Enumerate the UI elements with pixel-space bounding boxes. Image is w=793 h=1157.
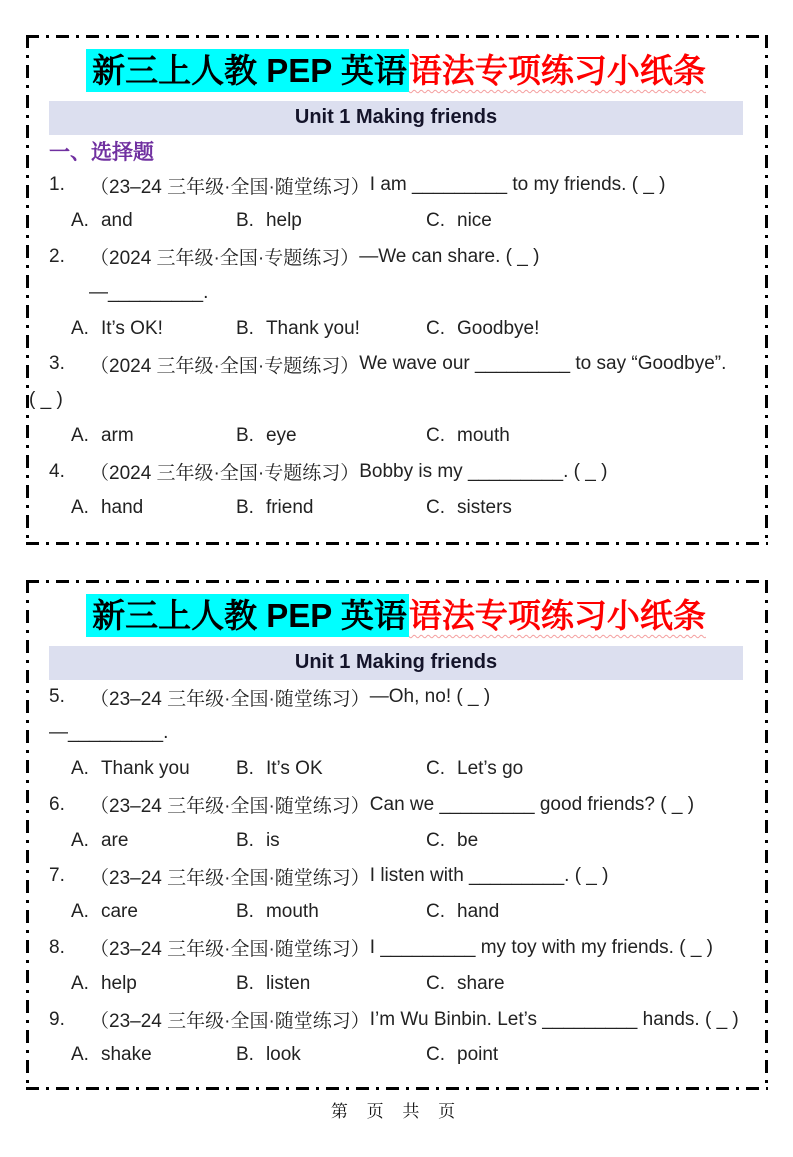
question-row xyxy=(49,1002,743,1038)
option-text: point xyxy=(457,1044,499,1066)
question-number: 4. xyxy=(49,460,65,482)
option-c xyxy=(426,210,492,232)
option-label: B. xyxy=(236,1044,254,1066)
worksheet-card-2 xyxy=(26,580,768,1090)
question-number: 8. xyxy=(49,936,65,958)
question-source: （23–24 三年级·全国·随堂练习） xyxy=(90,176,370,198)
option-label: A. xyxy=(71,496,89,518)
option-text: and xyxy=(100,210,133,232)
unit-banner: Unit 1 Making friends xyxy=(49,101,743,135)
option-a xyxy=(71,425,236,447)
option-text: look xyxy=(265,1044,301,1066)
question-continuation xyxy=(29,382,743,418)
options-row xyxy=(49,311,743,347)
section-heading: 一、选择题 xyxy=(49,141,154,164)
option-label: C. xyxy=(426,829,445,851)
option-b xyxy=(236,901,426,923)
question-row xyxy=(49,454,743,490)
option-label: B. xyxy=(236,317,254,339)
option-text: It’s OK! xyxy=(100,317,163,339)
question-text: We wave our _________ to say “Goodbye”. xyxy=(359,353,727,375)
option-b xyxy=(236,830,426,852)
option-b xyxy=(236,973,426,995)
question-source: （2024 三年级·全国·专题练习） xyxy=(90,463,360,485)
option-a xyxy=(71,973,236,995)
question-source: （23–24 三年级·全国·随堂练习） xyxy=(90,688,370,710)
option-label: B. xyxy=(236,901,254,923)
option-label: C. xyxy=(426,210,445,232)
question-continuation xyxy=(49,275,743,311)
option-label: C. xyxy=(426,496,445,518)
question-source: （23–24 三年级·全国·随堂练习） xyxy=(90,939,370,961)
question-row xyxy=(49,680,743,716)
question-number: 6. xyxy=(49,793,65,815)
option-c xyxy=(426,973,505,995)
option-label: A. xyxy=(71,317,89,339)
option-label: A. xyxy=(71,210,89,232)
option-text: be xyxy=(457,829,479,851)
option-a xyxy=(71,830,236,852)
worksheet-card-content xyxy=(29,583,765,1087)
option-a xyxy=(71,497,236,519)
option-c xyxy=(426,901,499,923)
option-c xyxy=(426,497,512,519)
question-source: （2024 三年级·全国·专题练习） xyxy=(90,355,360,377)
option-label: B. xyxy=(236,210,254,232)
question-text: I listen with _________. ( _ ) xyxy=(369,865,609,887)
option-label: C. xyxy=(426,901,445,923)
option-text: It’s OK xyxy=(265,757,323,779)
options-row xyxy=(49,490,743,526)
option-a xyxy=(71,1044,236,1066)
option-label: A. xyxy=(71,757,89,779)
question-row xyxy=(49,930,743,966)
question-text: Can we _________ good friends? ( _ ) xyxy=(369,793,695,815)
option-b xyxy=(236,1044,426,1066)
options-row xyxy=(49,1037,743,1073)
option-label: A. xyxy=(71,424,89,446)
option-text: listen xyxy=(265,972,311,994)
option-text: mouth xyxy=(265,901,319,923)
option-a xyxy=(71,210,236,232)
title-highlighted-part: 新三上人教 PEP 英语 xyxy=(86,594,409,637)
option-text: Goodbye! xyxy=(457,317,540,339)
options-row xyxy=(49,418,743,454)
option-b xyxy=(236,425,426,447)
question-text: —We can share. ( _ ) xyxy=(359,245,540,267)
option-text: friend xyxy=(265,496,314,518)
option-b xyxy=(236,318,426,340)
question-source: （23–24 三年级·全国·随堂练习） xyxy=(90,796,370,818)
question-text: I am _________ to my friends. ( _ ) xyxy=(369,174,666,196)
option-text: Thank you xyxy=(100,757,190,779)
option-b xyxy=(236,758,426,780)
option-text: sisters xyxy=(457,496,512,518)
options-row xyxy=(49,966,743,1002)
options-row xyxy=(49,894,743,930)
page-footer: 第 页 共 页 xyxy=(330,1102,463,1121)
question-continuation-text: ( _ ) xyxy=(29,389,63,411)
worksheet-card-1 xyxy=(26,35,768,545)
worksheet-card-content xyxy=(29,38,765,542)
question-number: 3. xyxy=(49,353,65,375)
option-label: B. xyxy=(236,829,254,851)
option-text: hand xyxy=(100,496,144,518)
question-row xyxy=(49,858,743,894)
question-number: 9. xyxy=(49,1008,65,1030)
question-source: （2024 三年级·全国·专题练习） xyxy=(90,248,360,270)
option-text: care xyxy=(100,901,138,923)
options-row xyxy=(49,823,743,859)
option-text: is xyxy=(265,829,280,851)
option-text: share xyxy=(457,972,505,994)
option-text: Thank you! xyxy=(265,317,360,339)
unit-banner: Unit 1 Making friends xyxy=(49,646,743,680)
question-text: —Oh, no! ( _ ) xyxy=(369,686,491,708)
question-text: I _________ my toy with my friends. ( _ ) xyxy=(369,936,713,958)
option-label: B. xyxy=(236,424,254,446)
option-a xyxy=(71,318,236,340)
option-c xyxy=(426,758,523,780)
option-text: nice xyxy=(457,210,492,232)
option-label: C. xyxy=(426,1044,445,1066)
option-text: shake xyxy=(100,1044,152,1066)
title-red-part: 语法专项练习小纸条 xyxy=(408,52,706,89)
question-number: 7. xyxy=(49,865,65,887)
question-number: 1. xyxy=(49,174,65,196)
option-label: A. xyxy=(71,972,89,994)
dash-dot-border-right xyxy=(765,35,768,545)
dash-dot-border-bottom xyxy=(26,1087,768,1090)
question-row xyxy=(49,787,743,823)
option-label: A. xyxy=(71,1044,89,1066)
question-text: I’m Wu Binbin. Let’s _________ hands. ( _ ) xyxy=(369,1008,739,1030)
question-number: 5. xyxy=(49,686,65,708)
option-label: C. xyxy=(426,424,445,446)
option-label: C. xyxy=(426,972,445,994)
option-text: eye xyxy=(265,424,297,446)
option-label: C. xyxy=(426,317,445,339)
question-continuation-text: —_________. xyxy=(49,722,169,744)
question-row xyxy=(49,346,743,382)
option-b xyxy=(236,497,426,519)
question-continuation xyxy=(49,715,743,751)
title-highlighted-part: 新三上人教 PEP 英语 xyxy=(86,49,409,92)
option-text: are xyxy=(100,829,129,851)
question-number: 2. xyxy=(49,245,65,267)
title-red-part: 语法专项练习小纸条 xyxy=(408,597,706,634)
option-label: A. xyxy=(71,829,89,851)
question-source: （23–24 三年级·全国·随堂练习） xyxy=(90,867,370,889)
question-rows xyxy=(49,680,743,1074)
option-label: B. xyxy=(236,496,254,518)
option-text: Let’s go xyxy=(457,757,524,779)
option-label: C. xyxy=(426,757,445,779)
question-source: （23–24 三年级·全国·随堂练习） xyxy=(90,1011,370,1033)
option-text: help xyxy=(265,210,302,232)
option-a xyxy=(71,901,236,923)
option-c xyxy=(426,425,510,447)
option-c xyxy=(426,318,539,340)
option-c xyxy=(426,1044,498,1066)
option-a xyxy=(71,758,236,780)
option-c xyxy=(426,830,478,852)
question-row xyxy=(49,168,743,204)
dash-dot-border-right xyxy=(765,580,768,1090)
options-row xyxy=(49,203,743,239)
option-text: help xyxy=(100,972,137,994)
question-text: Bobby is my _________. ( _ ) xyxy=(359,460,608,482)
options-row xyxy=(49,751,743,787)
option-b xyxy=(236,210,426,232)
question-rows xyxy=(29,168,743,526)
option-text: arm xyxy=(100,424,134,446)
question-row xyxy=(49,239,743,275)
option-label: A. xyxy=(71,901,89,923)
option-text: hand xyxy=(457,901,500,923)
dash-dot-border-bottom xyxy=(26,542,768,545)
option-text: mouth xyxy=(457,424,510,446)
worksheet-title xyxy=(49,591,743,641)
worksheet-title xyxy=(49,46,743,96)
question-continuation-text: —_________. xyxy=(89,281,209,303)
option-label: B. xyxy=(236,757,254,779)
option-label: B. xyxy=(236,972,254,994)
